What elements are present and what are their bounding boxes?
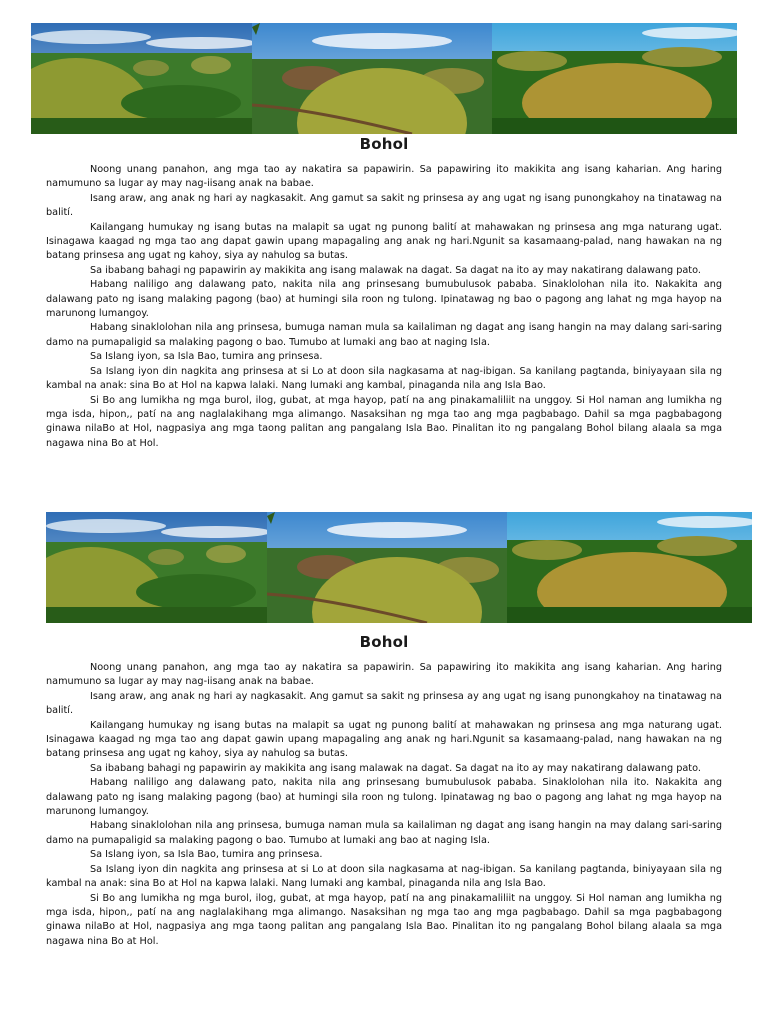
story-paragraph: Sa Islang iyon, sa Isla Bao, tumira ang prinsesa. — [90, 351, 323, 363]
story-paragraph: Noong unang panahon, ang mga tao ay nakatira sa papawirin. Sa papawiring ito makikita ang isang kaharian. Ang haring namumuno sa lugar ay may nag-iisang anak na babae. — [46, 662, 722, 688]
chocolate-hills-photo-3 — [492, 23, 737, 134]
story-paragraph: Si Bo ang lumikha ng mga burol, ilog, gubat, at mga hayop, patí na ang pinakamaliliit na unggoy. Si Hol naman ang lumikha ng mga isda, hipon,, patí na ang naglalakihang mga alimango. Nasaksihan ng mga tao ang mga pagbabago. Dahil sa mga pagbabagong ginawa nilaBo at Hol, nagpasiya ang mga taong palitan ang pangalang Isla Bao. Pinalitan ito ng pangalang Bohol bilang alaala sa mga nagawa nina Bo at Hol. — [46, 394, 722, 449]
chocolate-hills-photo-1 — [31, 23, 252, 134]
story-body — [46, 163, 722, 451]
story-title: Bohol — [359, 633, 409, 651]
story-body — [46, 661, 722, 949]
story-paragraph: Habang sinaklolohan nila ang prinsesa, bumuga naman mula sa kailaliman ng dagat ang isang hangin na may dalang sari-saring damo na pumapaligid sa malaking pagong o bao. Tumubo at lumaki ang bao at naging Isla. — [46, 820, 722, 846]
banner-images — [31, 23, 737, 134]
story-paragraph: Sa Islang iyon din nagkita ang prinsesa at si Lo at doon sila nagkasama at nag-ibigan. Sa kanilang pagtanda, biniyayaan sila ng kambal na anak: sina Bo at Hol na kapwa lalaki. Nang lumaki ang kambal, pinaganda nila ang Isla Bao. — [46, 365, 722, 392]
chocolate-hills-photo-1 — [46, 512, 267, 623]
banner-images — [46, 512, 752, 623]
story-title: Bohol — [359, 135, 409, 153]
story-paragraph: Habang naliligo ang dalawang pato, nakita nila ang prinsesang bumubulusok pababa. Sinaklolohan nila ito. Nakakita ang dalawang pato ng isang malaking pagong (bao) at humingi sila roon ng tulong. Ipinatawag ng bao o pagong ang lahat ng mga hayop na marunong lumangoy. — [46, 777, 722, 818]
story-paragraph: Kailangang humukay ng isang butas na malapit sa ugat ng punong balití at mahawakan ng prinsesa ang mga naturang ugat. Isinagawa kaagad ng mga tao ang dapat gawin upang mapagaling ang anak ng hari.Ngunit sa kasamaang-palad, nang hawakan na ng batang prinsesa ang ugat ng kahoy, siya ay nahulog sa butas. — [46, 221, 722, 262]
story-paragraph: Habang naliligo ang dalawang pato, nakita nila ang prinsesang bumubulusok pababa. Sinaklolohan nila ito. Nakakita ang dalawang pato ng isang malaking pagong (bao) at humingi sila roon ng tulong. Ipinatawag ng bao o pagong ang lahat ng mga hayop na marunong lumangoy. — [46, 279, 722, 320]
story-paragraph: Si Bo ang lumikha ng mga burol, ilog, gubat, at mga hayop, patí na ang pinakamaliliit na unggoy. Si Hol naman ang lumikha ng mga isda, hipon,, patí na ang naglalakihang mga alimango. Nasaksihan ng mga tao ang mga pagbabago. Dahil sa mga pagbabagong ginawa nilaBo at Hol, nagpasiya ang mga taong palitan ang pangalang Isla Bao. Pinalitan ito ng pangalang Bohol bilang alaala sa mga nagawa nina Bo at Hol. — [46, 892, 722, 947]
chocolate-hills-photo-3 — [507, 512, 752, 623]
story-paragraph: Kailangang humukay ng isang butas na malapit sa ugat ng punong balití at mahawakan ng prinsesa ang mga naturang ugat. Isinagawa kaagad ng mga tao ang dapat gawin upang mapagaling ang anak ng hari.Ngunit sa kasamaang-palad, nang hawakan na ng batang prinsesa ang ugat ng kahoy, siya ay nahulog sa butas. — [46, 719, 722, 760]
story-paragraph: Habang sinaklolohan nila ang prinsesa, bumuga naman mula sa kailaliman ng dagat ang isang hangin na may dalang sari-saring damo na pumapaligid sa malaking pagong o bao. Tumubo at lumaki ang bao at naging Isla. — [46, 322, 722, 348]
story-paragraph: Sa Islang iyon, sa Isla Bao, tumira ang prinsesa. — [90, 849, 323, 861]
story-paragraph: Sa Islang iyon din nagkita ang prinsesa at si Lo at doon sila nagkasama at nag-ibigan. Sa kanilang pagtanda, biniyayaan sila ng kambal na anak: sina Bo at Hol na kapwa lalaki. Nang lumaki ang kambal, pinaganda nila ang Isla Bao. — [46, 863, 722, 890]
chocolate-hills-photo-2 — [267, 512, 507, 623]
story-paragraph: Sa ibabang bahagi ng papawirin ay makikita ang isang malawak na dagat. Sa dagat na ito ay may nakatirang dalawang pato. — [90, 264, 701, 276]
story-paragraph: Noong unang panahon, ang mga tao ay nakatira sa papawirin. Sa papawiring ito makikita ang isang kaharian. Ang haring namumuno sa lugar ay may nag-iisang anak na babae. — [46, 164, 722, 190]
chocolate-hills-photo-2 — [252, 23, 492, 134]
story-paragraph: Isang araw, ang anak ng hari ay nagkasakit. Ang gamut sa sakit ng prinsesa ay ang ugat ng isang punongkahoy na tinatawag na balití. — [46, 690, 722, 717]
story-paragraph: Sa ibabang bahagi ng papawirin ay makikita ang isang malawak na dagat. Sa dagat na ito ay may nakatirang dalawang pato. — [90, 762, 701, 774]
story-paragraph: Isang araw, ang anak ng hari ay nagkasakit. Ang gamut sa sakit ng prinsesa ay ang ugat ng isang punongkahoy na tinatawag na balití. — [46, 192, 722, 219]
